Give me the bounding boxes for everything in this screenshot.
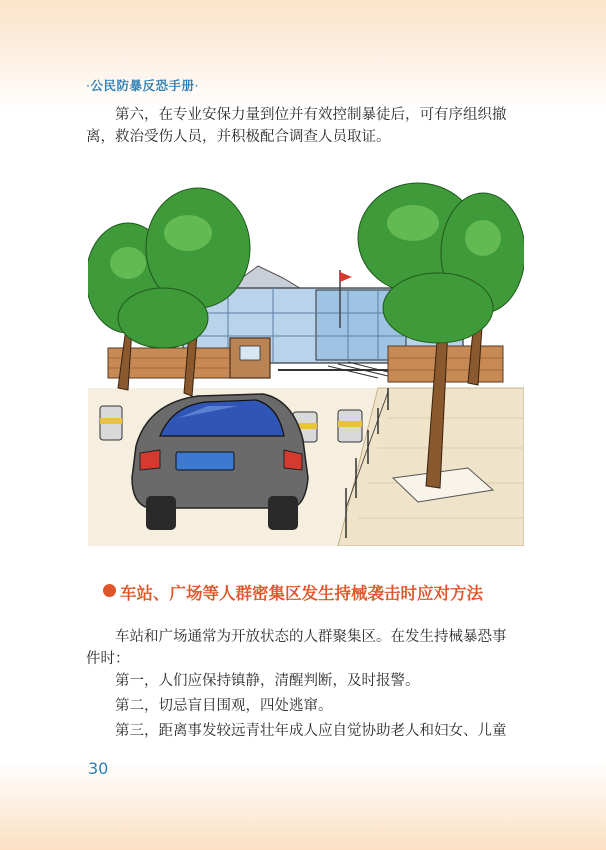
section-heading: 车站、广场等人群密集区发生持械袭击时应对方法 <box>120 584 483 603</box>
running-header: ·公民防暴反恐手册· <box>86 78 199 93</box>
body-intro: 车站和广场通常为开放状态的人群聚集区。在发生持械暴恐事件时： <box>86 629 507 667</box>
body-item-2: 第二，切忌盲目围观，四处逃窜。 <box>115 698 333 714</box>
body-item-3: 第三，距离事发较远青壮年成人应自觉协助老人和妇女、儿童 <box>115 723 507 739</box>
page-number: 30 <box>88 759 109 778</box>
intro-paragraph: 第六，在专业安保力量到位并有效控制暴徒后，可有序组织撤离，救治受伤人员，并积极配合调查人员取证。 <box>86 107 507 145</box>
header-title: 公民防暴反恐手册 <box>90 78 195 93</box>
section-bullet <box>103 584 116 597</box>
car-at-gate-illustration <box>88 178 524 546</box>
body-item-1: 第一，人们应保持镇静，清醒判断，及时报警。 <box>115 673 420 689</box>
